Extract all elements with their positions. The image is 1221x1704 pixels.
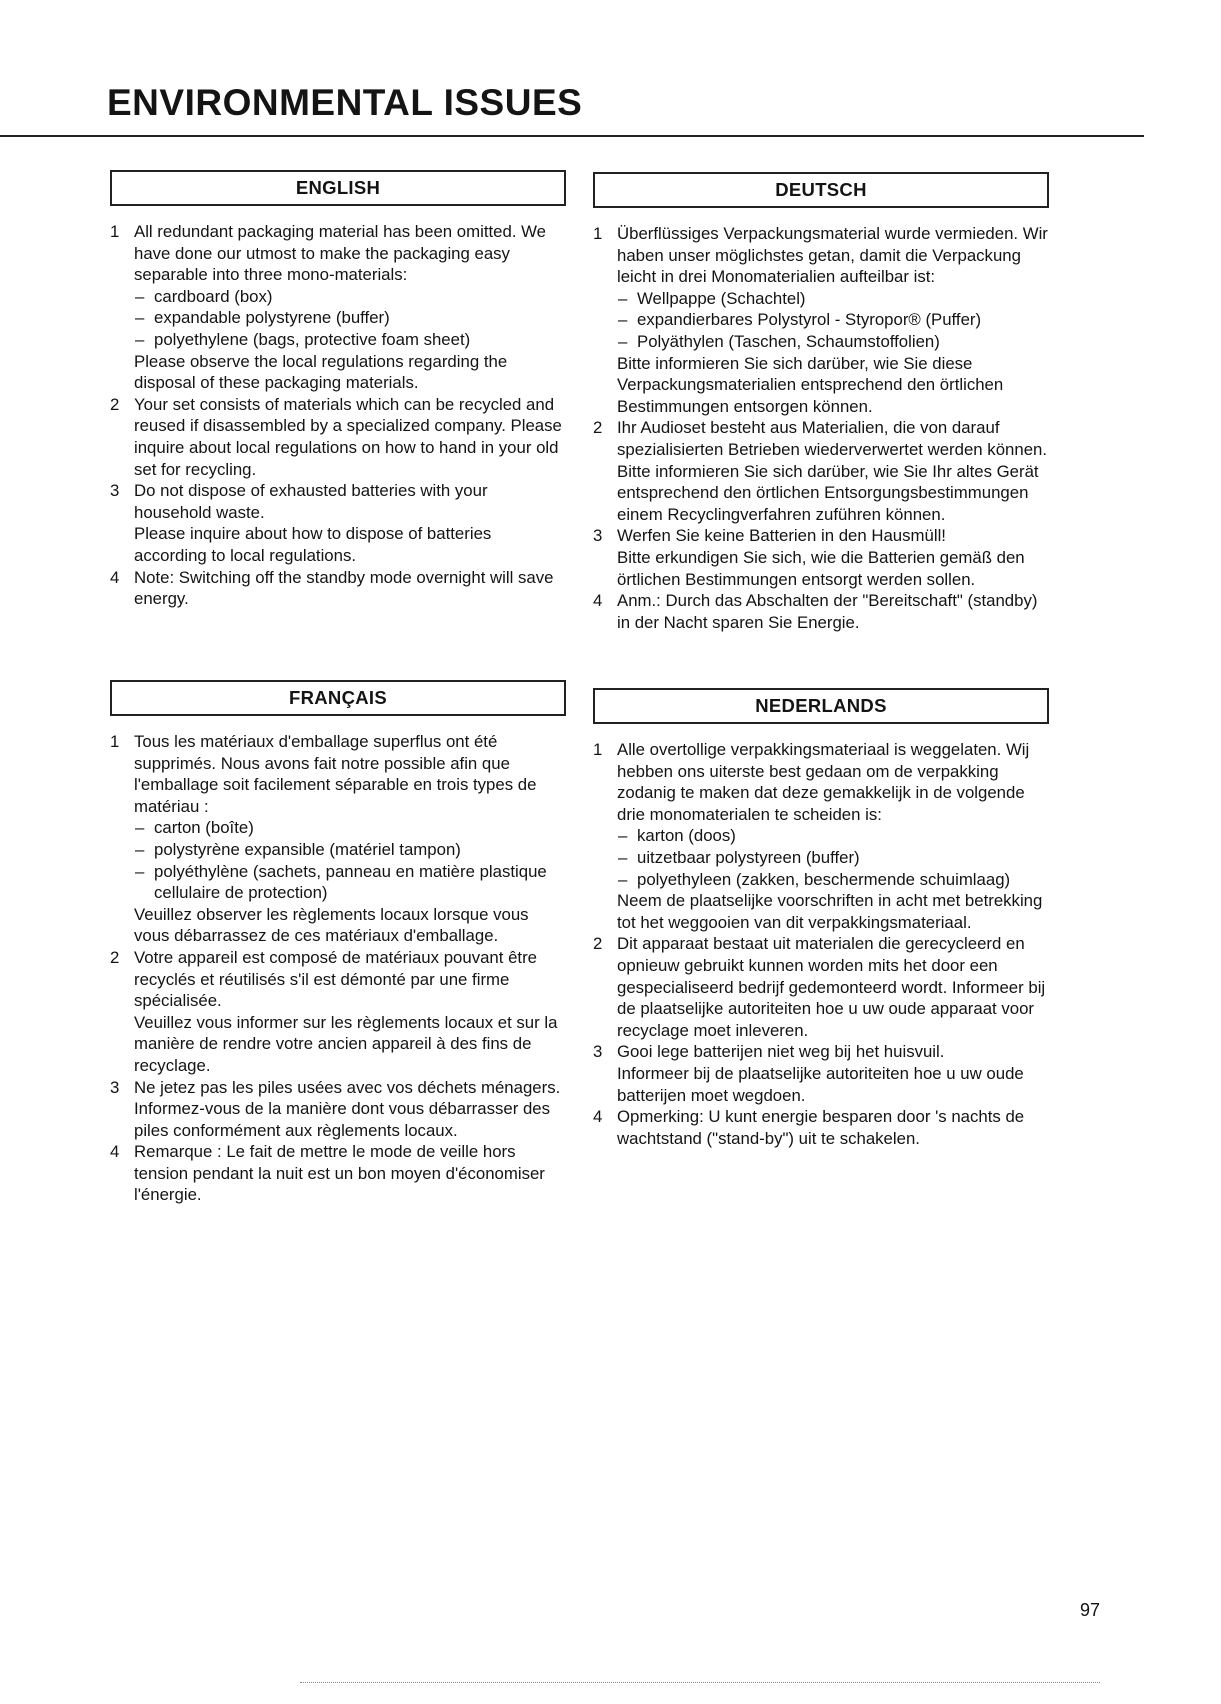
- sub-item: – polyéthylène (sachets, panneau en matière plastique cellulaire de protection): [134, 861, 566, 904]
- item-number: 4: [593, 591, 603, 611]
- item-number: 4: [593, 1107, 603, 1127]
- item-text: Gooi lege batterijen niet weg bij het huisvuil.: [617, 1042, 945, 1062]
- item-followup: Please inquire about how to dispose of batteries according to local regulations.: [134, 524, 492, 565]
- item-number: 1: [593, 740, 603, 759]
- nederlands-list: [593, 739, 1049, 1149]
- item-text: Anm.: Durch das Abschalten der "Bereitschaft" (standby) in der Nacht sparen Sie Energie.: [617, 591, 1038, 632]
- sub-item: – Polyäthylen (Taschen, Schaumstoffolien): [617, 331, 1049, 353]
- item-number: 4: [110, 567, 120, 587]
- item-number: 3: [110, 481, 120, 501]
- deutsch-heading: DEUTSCH: [593, 172, 1049, 208]
- item-number: 2: [110, 947, 120, 967]
- item-number: 3: [593, 1042, 603, 1062]
- sub-item: – Wellpappe (Schachtel): [617, 288, 1049, 310]
- francais-heading: FRANÇAIS: [110, 680, 566, 716]
- item-number: 1: [593, 224, 603, 243]
- item-number: 4: [110, 1142, 120, 1162]
- sub-item: – cardboard (box): [134, 286, 566, 308]
- sub-item: – polystyrène expansible (matériel tampon): [134, 839, 566, 861]
- francais-section: [110, 680, 566, 1206]
- list-item: [593, 1106, 1049, 1149]
- deutsch-list: [593, 223, 1049, 633]
- page-title: ENVIRONMENTAL ISSUES: [107, 82, 583, 123]
- item-text: Tous les matériaux d'emballage superflus ont été supprimés. Nous avons fait notre possible afin que l'emballage soit facilement séparable en trois types de matériau :: [134, 732, 537, 816]
- list-item: [110, 947, 566, 1077]
- list-item: [593, 590, 1049, 633]
- sub-item: – uitzetbaar polystyreen (buffer): [617, 847, 1049, 869]
- sub-list: [617, 825, 1049, 890]
- list-item: [593, 223, 1049, 417]
- item-text: Your set consists of materials which can be recycled and reused if disassembled by a specialized company. Please inquire about local regulations on how to hand in your old set for recycling.: [134, 394, 562, 479]
- sub-item: – polyethyleen (zakken, beschermende schuimlaag): [617, 869, 1049, 891]
- title-rule: [0, 135, 1144, 137]
- list-item: [110, 221, 566, 394]
- item-text: Ne jetez pas les piles usées avec vos déchets ménagers. Informez-vous de la manière dont vous débarrasser des piles conformément aux règlements locaux.: [134, 1077, 561, 1140]
- english-list: [110, 221, 566, 610]
- sub-item: – karton (doos): [617, 825, 1049, 847]
- list-item: [110, 480, 566, 566]
- list-item: [110, 731, 566, 947]
- item-number: 1: [110, 732, 120, 751]
- item-number: 2: [593, 418, 603, 438]
- sub-item: – expandable polystyrene (buffer): [134, 307, 566, 329]
- english-section: [110, 170, 566, 610]
- page-number: 97: [1080, 1600, 1101, 1620]
- list-item: [593, 525, 1049, 590]
- item-text: Dit apparaat bestaat uit materialen die gerecycleerd en opnieuw gebruikt kunnen worden mits het door een gespecialiseerd bedrijf gedemonteerd wordt. Informeer bij de plaatselijke autoriteiten hoe u uw oude apparaat voor recyclage moet inleveren.: [617, 934, 1046, 1040]
- item-text: Überflüssiges Verpackungsmaterial wurde vermieden. Wir haben unser möglichstes getan, damit die Verpackung leicht in drei Monomaterialien aufteilbar ist:: [617, 224, 1048, 287]
- english-heading: ENGLISH: [110, 170, 566, 206]
- item-followup: Bitte erkundigen Sie sich, wie die Batterien gemäß den örtlichen Bestimmungen entsorgt werden sollen.: [617, 547, 1025, 589]
- sub-list: [617, 288, 1049, 353]
- item-followup: Bitte informieren Sie sich darüber, wie Sie Ihr altes Gerät entsprechend den örtlichen Entsorgungsbestimmungen einem Recyclingverfahren zuführen können.: [617, 461, 1039, 524]
- item-text: Note: Switching off the standby mode overnight will save energy.: [134, 567, 554, 609]
- item-number: 2: [593, 934, 603, 954]
- item-text: All redundant packaging material has been omitted. We have done our utmost to make the packaging easy separable into three mono-materials:: [134, 222, 547, 285]
- item-followup: Veuillez vous informer sur les règlements locaux et sur la manière de rendre votre ancien appareil à des fins de recyclage.: [134, 1012, 558, 1075]
- list-item: [593, 739, 1049, 933]
- item-text: Opmerking: U kunt energie besparen door 's nachts de wachtstand ("stand-by") uit te schakelen.: [617, 1107, 1025, 1148]
- sub-list: [134, 817, 566, 903]
- list-item: [593, 417, 1049, 525]
- list-item: [593, 1041, 1049, 1106]
- item-followup: Veuillez observer les règlements locaux lorsque vous vous débarrassez de ces matériaux d'emballage.: [134, 904, 529, 946]
- item-text: Ihr Audioset besteht aus Materialien, die von darauf spezialisierten Betrieben wiederverwertet werden können.: [617, 418, 1048, 459]
- scan-artifact-line: [300, 1682, 1100, 1683]
- sub-item: – polyethylene (bags, protective foam sheet): [134, 329, 566, 351]
- item-text: Remarque : Le fait de mettre le mode de veille hors tension pendant la nuit est un bon moyen d'économiser l'énergie.: [134, 1142, 545, 1205]
- list-item: [110, 1077, 566, 1142]
- nederlands-section: [593, 688, 1049, 1149]
- item-followup: Informeer bij de plaatselijke autoriteiten hoe u uw oude batterijen moet wegdoen.: [617, 1063, 1024, 1105]
- item-text: Votre appareil est composé de matériaux pouvant être recyclés et réutilisés s'il est démonté par une firme spécialisée.: [134, 947, 537, 1011]
- item-followup: Please observe the local regulations regarding the disposal of these packaging materials.: [134, 351, 508, 393]
- item-number: 3: [593, 526, 603, 546]
- list-item: [110, 567, 566, 610]
- item-text: Alle overtollige verpakkingsmateriaal is weggelaten. Wij hebben ons uiterste best gedaan om de verpakking zodanig te maken dat deze gemakkelijk in de volgende drie monomaterialen te scheiden is:: [617, 740, 1030, 824]
- francais-list: [110, 731, 566, 1206]
- list-item: [110, 1141, 566, 1206]
- list-item: [593, 933, 1049, 1041]
- item-followup: Neem de plaatselijke voorschriften in acht met betrekking tot het weggooien van dit verpakkingsmateriaal.: [617, 891, 1043, 932]
- item-number: 1: [110, 222, 120, 241]
- sub-item: – expandierbares Polystyrol - Styropor® (Puffer): [617, 309, 1049, 331]
- item-followup: Bitte informieren Sie sich darüber, wie Sie diese Verpackungsmaterialien entsprechend den örtlichen Bestimmungen entsorgen können.: [617, 353, 1004, 416]
- item-number: 2: [110, 394, 120, 414]
- item-text: Werfen Sie keine Batterien in den Hausmüll!: [617, 526, 946, 546]
- item-number: 3: [110, 1077, 120, 1097]
- item-text: Do not dispose of exhausted batteries with your household waste.: [134, 481, 488, 522]
- list-item: [110, 394, 566, 480]
- sub-list: [134, 286, 566, 351]
- nederlands-heading: NEDERLANDS: [593, 688, 1049, 724]
- sub-item: – carton (boîte): [134, 817, 566, 839]
- deutsch-section: [593, 172, 1049, 633]
